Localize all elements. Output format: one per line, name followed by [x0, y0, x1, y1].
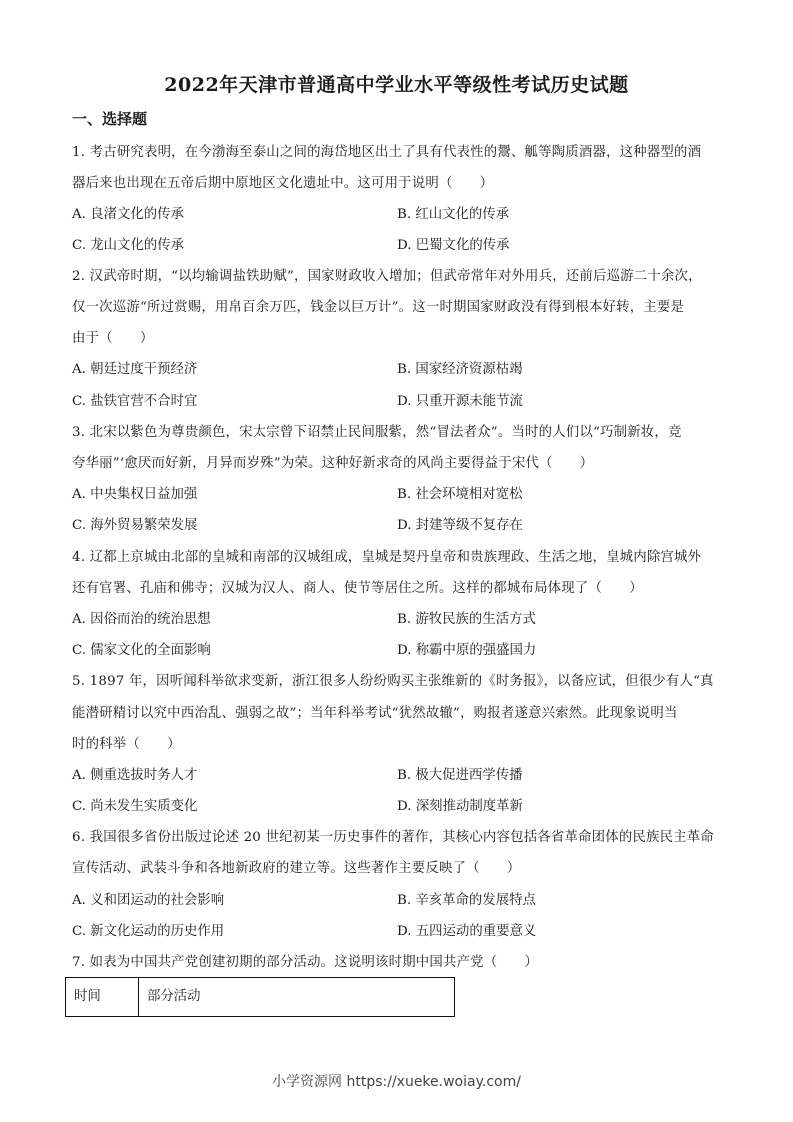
question-text: 1. 考古研究表明，在今渤海至泰山之间的海岱地区出土了具有代表性的鬶、觚等陶质酒器，这种器型的酒 — [72, 145, 702, 160]
option-b: B. 国家经济资源枯竭 — [397, 362, 523, 377]
table-header-activities: 部分活动 — [147, 989, 201, 1004]
option-d: D. 巴蜀文化的传承 — [397, 238, 510, 253]
question-text: 还有官署、孔庙和佛寺；汉城为汉人、商人、使节等居住之所。这样的都城布局体现了（ ） — [72, 581, 643, 596]
section-heading: 一、选择题 — [72, 110, 148, 128]
activities-table — [65, 977, 455, 1017]
option-a: A. 义和团运动的社会影响 — [72, 893, 225, 908]
option-c: C. 新文化运动的历史作用 — [72, 924, 225, 939]
option-a: A. 因俗而治的统治思想 — [72, 612, 211, 627]
question-text: 4. 辽都上京城由北部的皇城和南部的汉城组成，皇城是契丹皇帝和贵族理政、生活之地，皇城内除宫城外 — [72, 550, 702, 565]
option-b: B. 红山文化的传承 — [397, 207, 510, 222]
option-b: B. 辛亥革命的发展特点 — [397, 893, 536, 908]
option-c: C. 儒家文化的全面影响 — [72, 643, 211, 658]
option-c: C. 海外贸易繁荣发展 — [72, 518, 198, 533]
question-text: 宣传活动、武装斗争和各地新政府的建立等。这些著作主要反映了（ ） — [72, 861, 521, 876]
option-d: D. 封建等级不复存在 — [397, 518, 523, 533]
table-header-time: 时间 — [66, 978, 139, 1016]
option-a: A. 良渚文化的传承 — [72, 207, 184, 222]
page-title: 2022年天津市普通高中学业水平等级性考试历史试题 — [164, 74, 629, 96]
question-text: 6. 我国很多省份出版过论述 20 世纪初某一历史事件的著作，其核心内容包括各省革命团体的民族民主革命 — [72, 830, 714, 845]
footer-watermark: 小学资源网 https://xueke.woiay.com/ — [272, 1074, 521, 1090]
option-b: B. 社会环境相对宽松 — [397, 487, 523, 502]
question-text: 3. 北宋以紫色为尊贵颜色，宋太宗曾下诏禁止民间服紫，然“冒法者众”。当时的人们以“巧制新妆，竞 — [72, 425, 682, 440]
option-b: B. 极大促进西学传播 — [397, 768, 523, 783]
question-text: 能潜研精讨以究中西治乱、强弱之故”；当年科举考试“犹然故辙”，购报者遂意兴索然。此现象说明当 — [72, 706, 678, 721]
question-text: 夸华丽”‘愈厌而好新，月异而岁殊”为荣。这种好新求奇的风尚主要得益于宋代（ ） — [72, 456, 594, 471]
question-text: 时的科举（ ） — [72, 737, 181, 752]
option-c: C. 尚未发生实质变化 — [72, 799, 198, 814]
question-text: 仅一次巡游“所过赏赐，用帛百余万匹，钱金以巨万计”。这一时期国家财政没有得到根本好转，主要是 — [72, 300, 685, 315]
option-a: A. 朝廷过度干预经济 — [72, 362, 198, 377]
question-text: 由于（ ） — [72, 331, 154, 346]
question-text: 7. 如表为中国共产党创建初期的部分活动。这说明该时期中国共产党（ ） — [72, 955, 539, 970]
question-text: 5. 1897 年，因听闻科举欲求变新，浙江很多人纷纷购买主张维新的《时务报》，以备应试，但很少有人“真 — [72, 674, 714, 689]
question-text: 器后来也出现在五帝后期中原地区文化遗址中。这可用于说明（ ） — [72, 176, 494, 191]
option-d: D. 称霸中原的强盛国力 — [397, 643, 537, 658]
option-d: D. 五四运动的重要意义 — [397, 924, 537, 939]
option-a: A. 中央集权日益加强 — [72, 487, 198, 502]
option-a: A. 侧重选拔时务人才 — [72, 768, 198, 783]
option-d: D. 深刻推动制度革新 — [397, 799, 523, 814]
option-c: C. 盐铁官营不合时宜 — [72, 394, 198, 409]
option-c: C. 龙山文化的传承 — [72, 238, 185, 253]
option-d: D. 只重开源未能节流 — [397, 394, 523, 409]
question-text: 2. 汉武帝时期，“以均输调盐铁助赋”，国家财政收入增加；但武帝常年对外用兵，还前后巡游二十余次， — [72, 269, 702, 284]
option-b: B. 游牧民族的生活方式 — [397, 612, 536, 627]
